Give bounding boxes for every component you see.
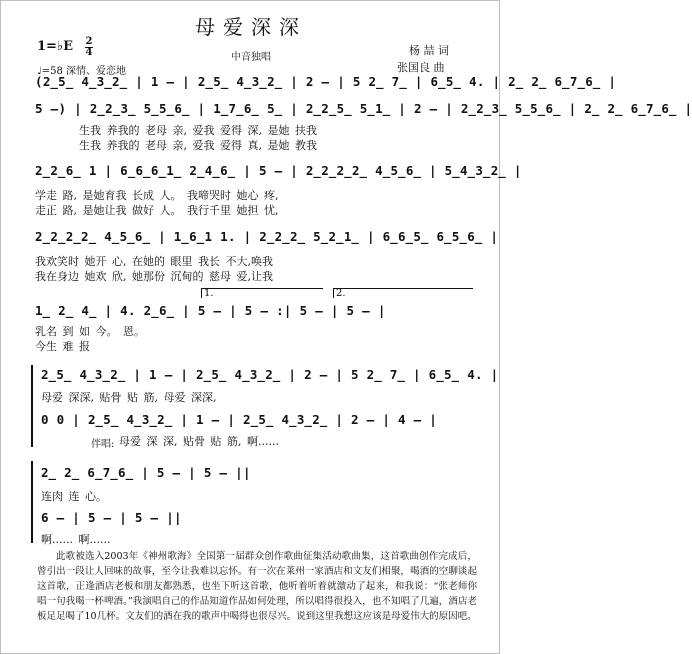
time-signature: [85, 37, 93, 58]
staff-line-4: 2̲2̲2̲2̲ 4̲5̲6̲ | 1̲6̲1 1. | 2̲2̲2̲ 5̲2̲1̲ | 6̲6̲5̲ 6̲5̲6̲ |: [35, 229, 499, 244]
volta-1-label: 1.: [204, 288, 214, 299]
lyric-verse2-line-2: 生我 养我的 老母 亲, 爱我 爱得 真, 是她 教我: [79, 139, 317, 152]
staff-line-8: 2̲ 2̲ 6̲7̲6̲ | 5 – | 5 – ||: [41, 465, 251, 480]
lyric-verse1-line-3: 学走 路, 是她育我 长成 人。 我啼哭时 她心 疼,: [35, 189, 279, 202]
volta-2-label: 2.: [336, 288, 346, 299]
lyric-line-6: 母爱 深深, 贴骨 贴 筋, 母爱 深深,: [41, 391, 217, 404]
lyric-verse1-line-2: 生我 养我的 老母 亲, 爱我 爱得 深, 是她 扶我: [79, 124, 317, 137]
key-signature: 1=♭E: [37, 39, 73, 54]
staff-line-6: 2̲5̲ 4̲3̲2̲ | 1 – | 2̲5̲ 4̲3̲2̲ | 2 – | 5 2̲ 7̲ | 6̲5̲ 4. |: [41, 367, 499, 382]
volta-2-bracket: [333, 288, 473, 289]
volta-2-bracket-edge: [333, 288, 334, 298]
staff-line-9: 6 – | 5 – | 5 – ||: [41, 510, 182, 525]
lyric-verse1-line-5: 乳名 到 如 今。 恩。: [35, 325, 145, 338]
volta-1-bracket: [201, 288, 323, 289]
lyric-verse2-line-5: 今生 难 报: [35, 340, 90, 353]
song-title: 母爱深深: [195, 15, 307, 39]
staff-line-2: 5 –) | 2̲2̲3̲ 5̲5̲6̲ | 1̲7̲6̲ 5̲ | 2̲2̲5̲ 5̲1̲ | 2 – | 2̲2̲3̲ 5̲5̲6̲ | 2̲ 2̲ 6̲7̲6̲ |: [35, 101, 692, 116]
backing-vocal-label: 伴唱:: [91, 439, 115, 450]
voice-type: 中音独唱: [231, 52, 271, 63]
lyric-line-8: 连肉 连 心。: [41, 490, 107, 503]
time-signature-top: 2: [85, 36, 93, 47]
staff-line-1: (2̲5̲ 4̲3̲2̲ | 1 – | 2̲5̲ 4̲3̲2̲ | 2 – | 5 2̲ 7̲ | 6̲5̲ 4. | 2̲ 2̲ 6̲7̲6̲ |: [35, 74, 617, 89]
staff-line-3: 2̲2̲6̲ 1 | 6̲6̲6̲1̲ 2̲4̲6̲ | 5 – | 2̲2̲2̲2̲ 4̲5̲6̲ | 5̲4̲3̲2̲ |: [35, 163, 522, 178]
system-bracket-1: [31, 365, 33, 447]
lyric-verse2-line-3: 走正 路, 是她让我 做好 人。 我行千里 她担 忧,: [35, 204, 279, 217]
lyricist-credit: 杨 喆 词: [409, 44, 449, 57]
staff-line-5: 1̲ 2̲ 4̲ | 4. 2̲6̲ | 5 – | 5 – :| 5 – | 5 – |: [35, 303, 386, 318]
lyric-verse1-line-4: 我欢笑时 她开 心, 在她的 眼里 我长 不大,唤我: [35, 255, 273, 268]
time-signature-bottom: 4: [85, 47, 93, 58]
volta-1-bracket-edge: [201, 288, 202, 298]
lyric-line-7: 母爱 深 深, 贴骨 贴 筋, 啊......: [119, 435, 279, 448]
staff-line-7: 0 0 | 2̲5̲ 4̲3̲2̲ | 1 – | 2̲5̲ 4̲3̲2̲ | 2 – | 4 – |: [41, 412, 438, 427]
lyric-verse2-line-4: 我在身边 她欢 欣, 她那份 沉甸的 慈母 爱,让我: [35, 270, 273, 283]
lyric-line-9: 啊...... 啊......: [41, 533, 111, 546]
tempo-marking: ♩=58 深情、爱恋地: [37, 66, 126, 77]
system-bracket-2: [31, 461, 33, 543]
composer-credit: 张国良 曲: [397, 61, 445, 74]
footnote-paragraph: 此歌被选入2003年《神州歌海》全国第一届群众创作歌曲征集活动歌曲集，这首歌曲创作完成后，曾引出一段让人回味的故事，至今让我难以忘怀。有一次在莱州一家酒店和文友们相聚，喝酒的空聊谈起这首歌，正逢酒店老板和朋友都熟悉，也坐下听这首歌，他听着听着就激动了起来，和我说：“张老师你唱一句我喝一杯啤酒。”我演唱自己的作品知道作品如何处理，所以唱得很投入，也不知唱了几遍，酒店老板足足喝了10几杯。文友们的酒在我的歌声中喝得也很尽兴。说到这里我想这应该是母爱伟大的原因吧。: [37, 551, 477, 622]
